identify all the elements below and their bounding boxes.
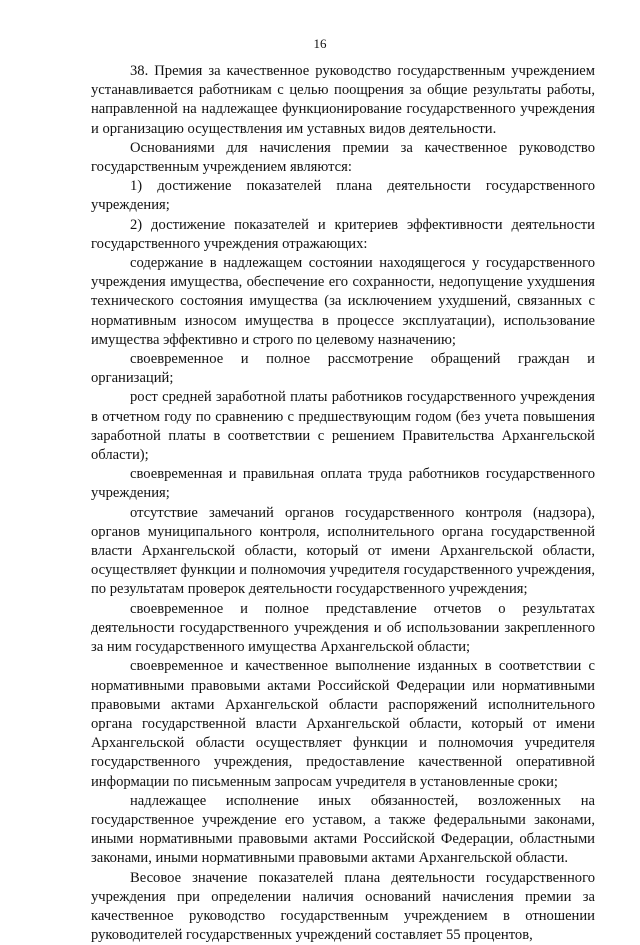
paragraph-orders-execution: своевременное и качественное выполнение изданных в соответствии с нормативными правовыми актами Российской Федерации или нормативными правовыми актами Архангельской области распоряжений исполнительного органа государственной власти Архангельской области, который от имени Архангельской области осуществляет функции и полномочия учредителя государственного учреждения, предоставление качественной оперативной информации по письменным запросам учредителя в установленные сроки; [91,658,595,790]
paragraph-weight-value: Весовое значение показателей плана деятельности государственного учреждения при определении наличия оснований начисления премии за качественное руководство государственным учреждением в отношении руководителей государственных учреждений составляет 55 процентов, [91,869,595,944]
paragraph-other-duties: надлежащее исполнение иных обязанностей, возложенных на государственное учреждение его уставом, а также федеральными законами, иными нормативными правовыми актами Российской Федерации, областными законами, иными нормативными правовыми актами Архангельской области. [91,792,595,867]
paragraph-citizen-appeals: своевременное и полное рассмотрение обращений граждан и организаций; [91,351,595,387]
document-body [91,62,595,945]
paragraph-salary-growth: рост средней заработной платы работников государственного учреждения в отчетном году по сравнению с предшествующим годом (без учета повышения заработной платы в соответствии с решением Правительства Архангельской области); [91,389,595,464]
paragraph-ground-1-plan: 1) достижение показателей плана деятельности государственного учреждения; [91,178,595,214]
page-number: 16 [313,36,327,51]
paragraph-no-remarks: отсутствие замечаний органов государственного контроля (надзора), органов муниципального контроля, исполнительного органа государственной власти Архангельской области, который от имени Архангельской области, осуществляет функции и полномочия учредителя государственного учреждения, по результатам проверок деятельности государственного учреждения; [91,504,595,598]
paragraph-reports-submission: своевременное и полное представление отчетов о результатах деятельности государственного учреждения и об использовании закрепленного за ним государственного имущества Архангельской области; [91,600,595,656]
paragraph-grounds-intro: Основаниями для начисления премии за качественное руководство государственным учреждением являются: [91,139,595,176]
paragraph-property-maintenance: содержание в надлежащем состоянии находящегося у государственного учреждения имущества, обеспечение его сохранности, недопущение ухудшения технического состояния имущества (за исключением ухудшений, связанных с нормативным износом имущества в процессе эксплуатации), использование имущества эффективно и строго по целевому назначению; [91,255,595,348]
paragraph-38-bonus-purpose: 38. Премия за качественное руководство государственным учреждением устанавливается работникам с целью поощрения за общие результаты работы, направленной на надлежащее функционирование государственного учреждения и организацию осуществления им уставных видов деятельности. [91,63,595,137]
paragraph-payroll-payment: своевременная и правильная оплата труда работников государственного учреждения; [91,466,595,502]
paragraph-ground-2-efficiency: 2) достижение показателей и критериев эффективности деятельности государственного учреждения отражающих: [91,216,595,252]
